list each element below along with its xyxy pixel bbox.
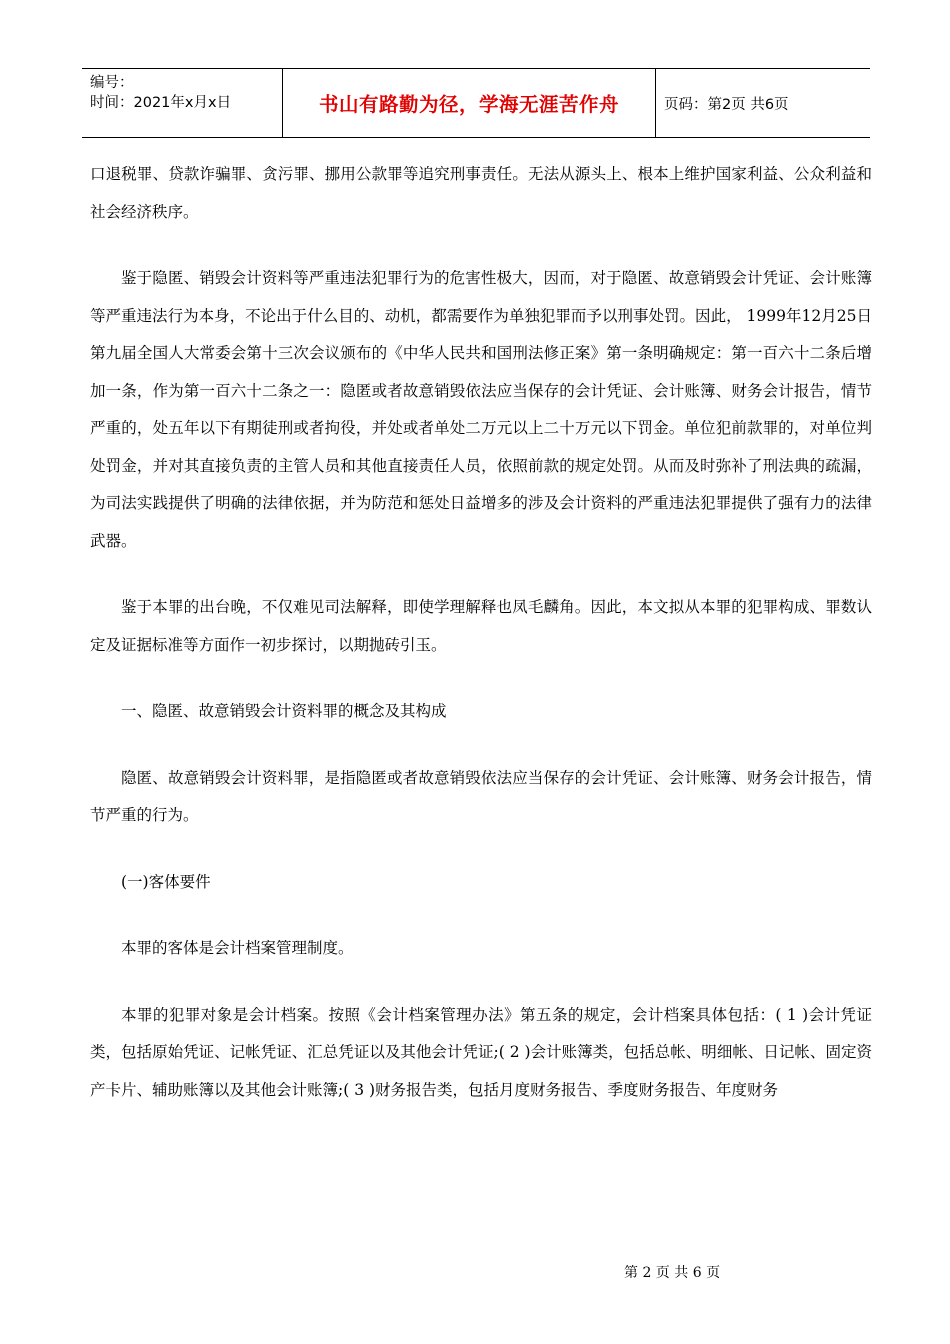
page-header [82, 68, 870, 138]
header-meta [82, 69, 282, 137]
paragraph-2: 鉴于隐匿、销毁会计资料等严重违法犯罪行为的危害性极大，因而，对于隐匿、故意销毁会计凭证、会计账簿等严重违法行为本身，不论出于什么目的、动机，都需要作为单独犯罪而予以刑事处罚。因此， 1999年12月25日第九届全国人大常委会第十三次会议颁布的《中华人民共和国刑法修正案》第一条明确规定：第一百六十二条后增加一条，作为第一百六十二条之一：隐匿或者故意销毁依法应当保存的会计凭证、会计账簿、财务会计报告，情节严重的，处五年以下有期徒刑或者拘役，并处或者单处二万元以上二十万元以下罚金。单位犯前款罪的，对单位判处罚金，并对其直接负责的主管人员和其他直接责任人员，依照前款的规定处罚。从而及时弥补了刑法典的疏漏，为司法实践提供了明确的法律依据，并为防范和惩处日益增多的涉及会计资料的严重违法犯罪提供了强有力的法律武器。 [90, 269, 872, 550]
header-page-code-cell [656, 69, 870, 137]
paragraph-3: 鉴于本罪的出台晚，不仅难见司法解释，即使学理解释也凤毛麟角。因此，本文拟从本罪的犯罪构成、罪数认定及证据标准等方面作一初步探讨，以期抛砖引玉。 [90, 598, 872, 654]
paragraph-archives: 本罪的犯罪对象是会计档案。按照《会计档案管理办法》第五条的规定，会计档案具体包括：( 1 )会计凭证类，包括原始凭证、记帐凭证、汇总凭证以及其他会计凭证;( 2 )会计账簿类，包括总帐、明细帐、日记帐、固定资产卡片、辅助账簿以及其他会计账簿;( 3 )财务报告类，包括月度财务报告、季度财务报告、年度财务 [90, 1005, 872, 1099]
section-heading-1: 一、隐匿、故意销毁会计资料罪的概念及其构成 [121, 702, 447, 720]
paragraph-definition: 隐匿、故意销毁会计资料罪，是指隐匿或者故意销毁依法应当保存的会计凭证、会计账簿、财务会计报告，情节严重的行为。 [90, 768, 872, 824]
subsection-heading-1: (一)客体要件 [121, 872, 211, 891]
document-body [90, 156, 872, 1109]
page-footer: 第 2 页 共 6 页 [624, 1265, 721, 1281]
header-motto-cell [282, 69, 656, 137]
document-number-label: 编号： [90, 75, 134, 91]
header-motto: 书山有路勤为径，学海无涯苦作舟 [318, 93, 619, 116]
header-page-code: 页码：第2页 共6页 [664, 96, 789, 113]
paragraph-object: 本罪的客体是会计档案管理制度。 [121, 939, 354, 957]
paragraph-1: 口退税罪、贷款诈骗罪、贪污罪、挪用公款罪等追究刑事责任。无法从源头上、根本上维护国家利益、公众利益和社会经济秩序。 [90, 165, 872, 221]
document-time-label: 时间：2021年x月x日 [90, 95, 232, 111]
